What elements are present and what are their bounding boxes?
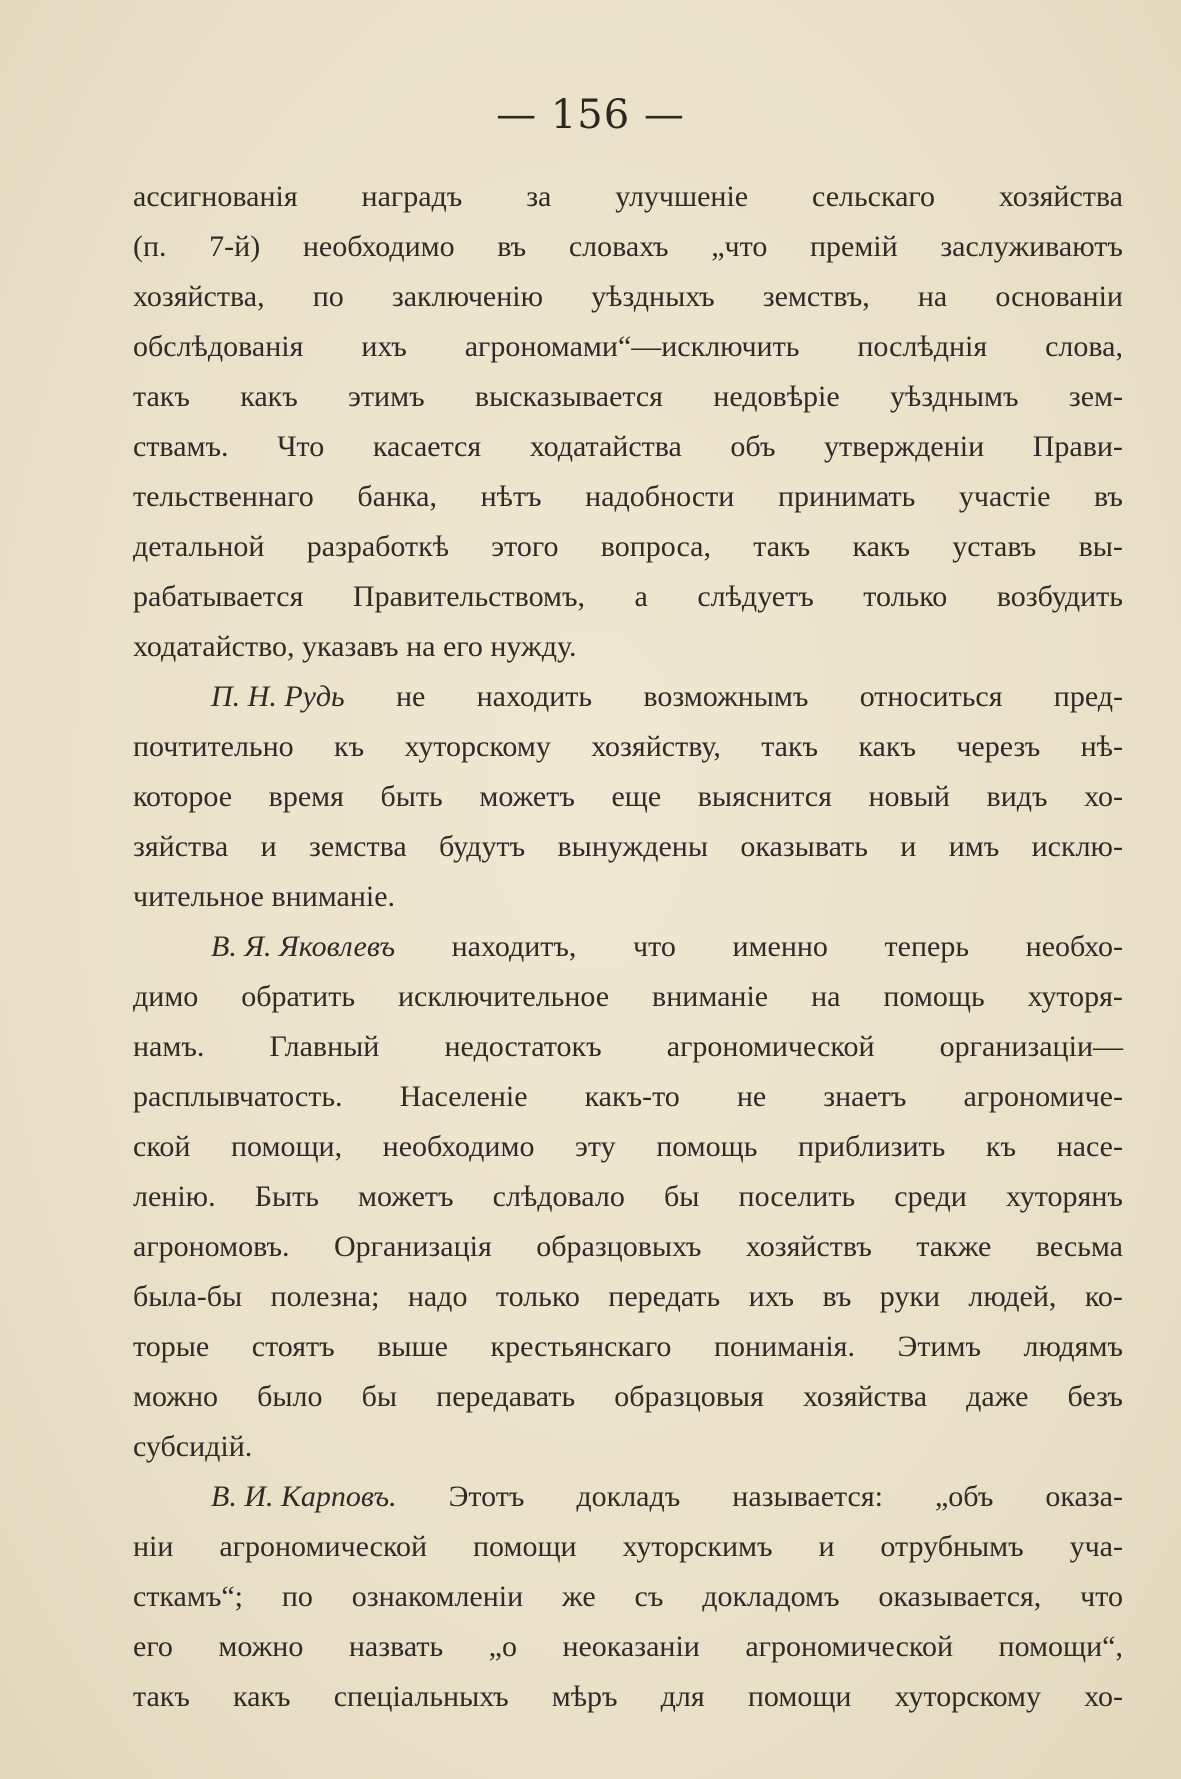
- word: намъ.: [133, 1030, 205, 1063]
- word: агрономиче-: [963, 1080, 1123, 1113]
- word: весьма: [1035, 1230, 1123, 1263]
- text-line: [133, 172, 1123, 222]
- word: крестьянскаго: [490, 1330, 672, 1363]
- word: заслуживаютъ: [940, 230, 1123, 263]
- text-line: [133, 772, 1123, 822]
- word: надобности: [585, 480, 735, 513]
- word: ко-: [1084, 1280, 1123, 1313]
- word: хуторскому: [404, 730, 551, 763]
- word: „объ: [934, 1480, 994, 1513]
- word: передать: [608, 1280, 721, 1313]
- word: уѣзднымъ: [889, 380, 1019, 413]
- word: ской: [133, 1130, 191, 1163]
- text-line: [133, 1522, 1123, 1572]
- word: въ: [497, 230, 527, 263]
- word: какъ: [233, 1680, 291, 1713]
- word: хозяйствъ: [745, 1230, 872, 1263]
- word: полезна;: [270, 1280, 380, 1313]
- word: премій: [809, 230, 898, 263]
- word: помощи: [472, 1530, 577, 1563]
- word: слѣдуетъ: [697, 580, 814, 613]
- word: чительное: [133, 880, 264, 913]
- word: Что: [277, 430, 325, 463]
- text-line: [133, 1272, 1123, 1322]
- text-line: [133, 372, 1123, 422]
- word: слова,: [1045, 330, 1123, 363]
- text-line: [133, 322, 1123, 372]
- word: слѣдовало: [492, 1180, 625, 1213]
- word: хуторскому: [894, 1680, 1041, 1713]
- word: Прави-: [1032, 430, 1123, 463]
- word: возможнымъ: [643, 680, 809, 713]
- word: агрономической: [745, 1630, 954, 1663]
- word: не: [395, 680, 426, 713]
- word: недовѣріе: [713, 380, 840, 413]
- text-line: [133, 222, 1123, 272]
- word: такъ: [761, 730, 819, 763]
- word: нужду.: [490, 630, 577, 663]
- word: хозяйству,: [591, 730, 721, 763]
- word: недостатокъ: [444, 1030, 602, 1063]
- word: имъ: [948, 830, 1000, 863]
- word: только: [495, 1280, 580, 1313]
- word: уставъ: [952, 530, 1037, 563]
- word: помощь: [656, 1130, 758, 1163]
- word: высказывается: [474, 380, 663, 413]
- word: земствъ,: [762, 280, 870, 313]
- word: бы: [663, 1180, 700, 1213]
- word: ходатайства: [529, 430, 682, 463]
- text-line: [133, 922, 1123, 972]
- word: его: [442, 630, 483, 663]
- text-line: [133, 572, 1123, 622]
- word: ленію.: [133, 1180, 216, 1213]
- word: объ: [730, 430, 776, 463]
- word: къ: [334, 730, 365, 763]
- word: именно: [732, 930, 828, 963]
- word: хуторя-: [1027, 980, 1123, 1013]
- word: въ: [822, 1280, 852, 1313]
- word: зяйства: [133, 830, 229, 863]
- word: образцовыхъ: [536, 1230, 702, 1263]
- word: наградъ: [361, 180, 463, 213]
- text-line: [133, 1372, 1123, 1422]
- word: сельскаго: [812, 180, 935, 213]
- word: стоятъ: [251, 1330, 335, 1363]
- speaker-name: В. И. Карповъ.: [211, 1480, 397, 1513]
- word: а: [634, 580, 648, 613]
- word: такъ: [133, 380, 190, 413]
- word: банка,: [357, 480, 437, 513]
- word: и: [260, 830, 277, 863]
- word: вынуждены: [557, 830, 709, 863]
- word: такъ: [753, 530, 811, 563]
- word: обратить: [241, 980, 356, 1013]
- word: его: [133, 1630, 173, 1663]
- word: оказа-: [1045, 1480, 1123, 1513]
- word: заключенію: [391, 280, 544, 313]
- word: на: [811, 980, 841, 1013]
- text-line: [133, 272, 1123, 322]
- word: агрономами“—исключить: [464, 330, 800, 363]
- word: пониманія.: [714, 1330, 855, 1363]
- word: Организація: [334, 1230, 492, 1263]
- word: помощи,: [230, 1130, 343, 1163]
- word: можетъ: [358, 1180, 454, 1213]
- word: можно: [133, 1380, 219, 1413]
- word: субсидій.: [133, 1430, 253, 1463]
- word: словахъ: [568, 230, 669, 263]
- word: этимъ: [348, 380, 425, 413]
- word: отрубнымъ: [880, 1530, 1024, 1563]
- word: черезъ: [956, 730, 1041, 763]
- word: „что: [711, 230, 768, 263]
- word: вниманіе: [652, 980, 769, 1013]
- word: необходимо: [382, 1130, 535, 1163]
- word: послѣднія: [857, 330, 988, 363]
- word: была-бы: [133, 1280, 243, 1313]
- word: ходатайство,: [133, 630, 295, 663]
- word: по: [312, 280, 344, 313]
- word: ніи: [133, 1530, 174, 1563]
- word: касается: [372, 430, 482, 463]
- word: расплывчатость.: [133, 1080, 343, 1113]
- text-line: [133, 1322, 1123, 1372]
- word: поселить: [738, 1180, 856, 1213]
- text-line: [133, 472, 1123, 522]
- text-line: [133, 622, 1123, 672]
- word: Этимъ: [897, 1330, 981, 1363]
- word: руки: [879, 1280, 941, 1313]
- word: какъ: [240, 380, 298, 413]
- text-line: [133, 1172, 1123, 1222]
- word: назвать: [348, 1630, 444, 1663]
- word: новый: [868, 780, 950, 813]
- word: также: [916, 1230, 992, 1263]
- word: людей,: [968, 1280, 1057, 1313]
- word: за: [526, 180, 552, 213]
- word: видъ: [986, 780, 1048, 813]
- word: агрономической: [219, 1530, 428, 1563]
- word: Этотъ: [448, 1480, 525, 1513]
- word: участіе: [958, 480, 1051, 513]
- word: утвержденіи: [824, 430, 985, 463]
- text-line: [133, 422, 1123, 472]
- page-number: — 156 —: [496, 92, 685, 138]
- word: „о: [488, 1630, 517, 1663]
- text-line: [133, 872, 1123, 922]
- word: вниманіе.: [271, 880, 396, 913]
- text-line: [133, 1622, 1123, 1672]
- word: относиться: [859, 680, 1003, 713]
- word: оказывать: [740, 830, 868, 863]
- word: зем-: [1068, 380, 1123, 413]
- word: ихъ: [748, 1280, 795, 1313]
- word: спеціальныхъ: [333, 1680, 509, 1713]
- word: ихъ: [361, 330, 407, 363]
- text-line: [133, 1472, 1123, 1522]
- text-line: [133, 972, 1123, 1022]
- word: помощь: [883, 980, 985, 1013]
- word: сткамъ“;: [133, 1580, 244, 1613]
- word: время: [268, 780, 344, 813]
- word: по: [281, 1580, 313, 1613]
- word: указавъ: [302, 630, 399, 663]
- text-line: [133, 522, 1123, 572]
- word: хо-: [1084, 1680, 1123, 1713]
- speaker-name: В. Я. Яковлевъ: [211, 930, 396, 963]
- word: неоказаніи: [562, 1630, 700, 1663]
- word: для: [660, 1680, 705, 1713]
- word: исключительное: [397, 980, 610, 1013]
- word: принимать: [777, 480, 916, 513]
- word: помощи“,: [998, 1630, 1123, 1663]
- word: земства: [309, 830, 407, 863]
- word: ознакомленіи: [351, 1580, 524, 1613]
- word: возбудить: [996, 580, 1123, 613]
- word: ствамъ.: [133, 430, 229, 463]
- word: докладомъ: [702, 1580, 840, 1613]
- word: необходимо: [302, 230, 455, 263]
- word: разработкѣ: [306, 530, 450, 563]
- text-line: [133, 722, 1123, 772]
- word: рабатывается: [133, 580, 304, 613]
- word: что: [1080, 1580, 1123, 1613]
- word: насе-: [1056, 1130, 1123, 1163]
- word: обслѣдованія: [133, 330, 304, 363]
- word: и: [900, 830, 917, 863]
- word: детальной: [133, 530, 265, 563]
- word: можно: [218, 1630, 304, 1663]
- word: было: [257, 1380, 323, 1413]
- word: организаціи—: [939, 1030, 1123, 1063]
- word: уѣздныхъ: [591, 280, 715, 313]
- word: оказывается,: [878, 1580, 1042, 1613]
- word: какъ: [858, 730, 916, 763]
- word: безъ: [1067, 1380, 1123, 1413]
- word: вопроса,: [600, 530, 711, 563]
- word: знаетъ: [823, 1080, 907, 1113]
- word: Правительствомъ,: [352, 580, 585, 613]
- word: почтительно: [133, 730, 294, 763]
- word: хозяйства,: [133, 280, 265, 313]
- word: еще: [611, 780, 662, 813]
- speaker-name: П. Н. Рудь: [211, 680, 345, 713]
- word: что: [633, 930, 676, 963]
- word: находитъ,: [451, 930, 577, 963]
- word: хуторскимъ: [622, 1530, 773, 1563]
- word: надо: [407, 1280, 468, 1313]
- word: пред-: [1053, 680, 1123, 713]
- body-text: [133, 172, 1123, 1722]
- word: находить: [476, 680, 593, 713]
- text-line: [133, 1422, 1123, 1472]
- word: агрономовъ.: [133, 1230, 290, 1263]
- word: не: [736, 1080, 767, 1113]
- word: быть: [380, 780, 443, 813]
- word: эту: [575, 1130, 616, 1163]
- word: нѣ-: [1080, 730, 1123, 763]
- word: же: [562, 1580, 596, 1613]
- word: мѣръ: [551, 1680, 618, 1713]
- text-line: [133, 672, 1123, 722]
- word: теперь: [884, 930, 970, 963]
- word: будутъ: [439, 830, 526, 863]
- word: агрономической: [666, 1030, 875, 1063]
- word: исклю-: [1031, 830, 1123, 863]
- word: какъ: [852, 530, 910, 563]
- word: къ: [985, 1130, 1017, 1163]
- word: можетъ: [479, 780, 575, 813]
- word: образцовыя: [614, 1380, 764, 1413]
- word: этого: [491, 530, 559, 563]
- text-line: [133, 1022, 1123, 1072]
- word: Главный: [269, 1030, 380, 1063]
- word: вы-: [1078, 530, 1123, 563]
- word: среди: [894, 1180, 967, 1213]
- word: съ: [634, 1580, 664, 1613]
- word: какъ-то: [584, 1080, 680, 1113]
- word: нѣтъ: [480, 480, 542, 513]
- word: такъ: [133, 1680, 190, 1713]
- word: и: [818, 1530, 835, 1563]
- word: на: [406, 630, 436, 663]
- word: въ: [1094, 480, 1123, 513]
- word: ассигнованія: [133, 180, 298, 213]
- word: хозяйства: [802, 1380, 928, 1413]
- word: хозяйства: [998, 180, 1123, 213]
- text-line: [133, 822, 1123, 872]
- word: хо-: [1084, 780, 1123, 813]
- word: димо: [133, 980, 199, 1013]
- text-line: [133, 1672, 1123, 1722]
- word: улучшеніе: [615, 180, 749, 213]
- word: передавать: [436, 1380, 576, 1413]
- word: 7-й): [209, 230, 261, 263]
- word: помощи: [747, 1680, 852, 1713]
- word: необхо-: [1025, 930, 1123, 963]
- word: только: [863, 580, 948, 613]
- word: уча-: [1069, 1530, 1123, 1563]
- word: (п.: [133, 230, 167, 263]
- word: выше: [377, 1330, 448, 1363]
- word: людямъ: [1023, 1330, 1123, 1363]
- word: докладъ: [576, 1480, 681, 1513]
- word: тельственнаго: [133, 480, 314, 513]
- word: Населеніе: [399, 1080, 528, 1113]
- word: на: [917, 280, 948, 313]
- word: основаніи: [995, 280, 1123, 313]
- word: приблизить: [798, 1130, 946, 1163]
- word: даже: [966, 1380, 1029, 1413]
- word: выяснится: [697, 780, 832, 813]
- word: которое: [133, 780, 233, 813]
- word: торые: [133, 1330, 210, 1363]
- word: хуторянъ: [1005, 1180, 1123, 1213]
- text-line: [133, 1122, 1123, 1172]
- word: бы: [361, 1380, 398, 1413]
- word: называется:: [732, 1480, 883, 1513]
- text-line: [133, 1572, 1123, 1622]
- text-line: [133, 1072, 1123, 1122]
- word: Быть: [254, 1180, 319, 1213]
- text-line: [133, 1222, 1123, 1272]
